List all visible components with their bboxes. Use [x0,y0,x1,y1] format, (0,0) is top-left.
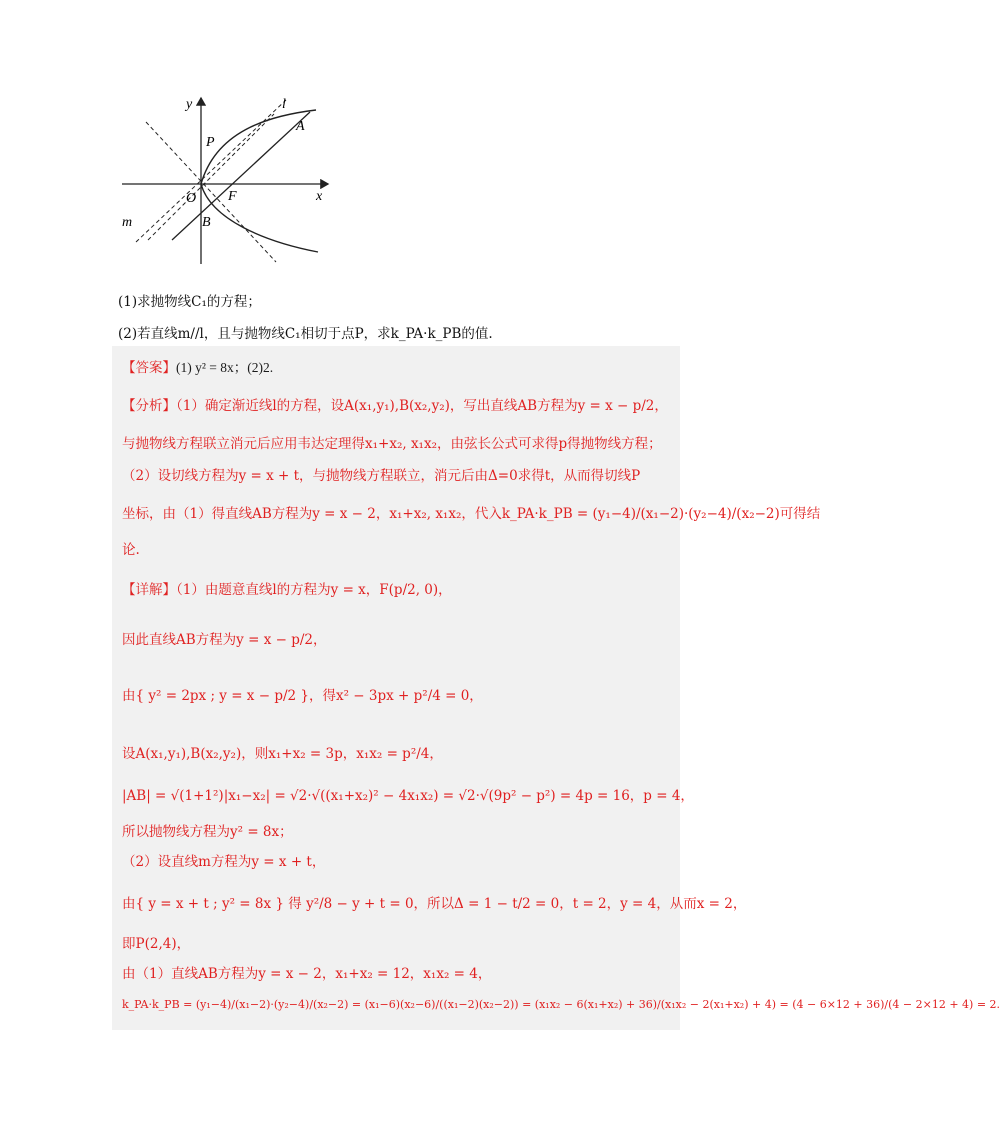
detail-line-10: 由（1）直线AB方程为y = x − 2，x₁+x₂ = 12，x₁x₂ = 4， [122,966,492,982]
dashed-line-m [148,114,274,240]
detail-row-1 [122,578,452,598]
analysis-line-5: 论. [122,542,140,558]
line-ab [172,112,310,240]
analysis-line-4: 坐标，由（1）得直线AB方程为y = x − 2，x₁+x₂, x₁x₂，代入k_PA·k_PB = (y₁−4)/(x₁−2)·(y₂−4)/(x₂−2)可得结 [122,506,821,522]
answer-row [122,356,273,376]
analysis-label: 【分析】 [122,398,176,414]
detail-line-1: （1）由题意直线l的方程为y = x，F(p/2, 0)， [176,582,452,598]
label-p: P [206,135,215,150]
label-l: l [282,97,286,112]
label-y: y [186,97,193,112]
analysis-line-1: （1）确定渐近线l的方程，设A(x₁,y₁),B(x₂,y₂)，写出直线AB方程为y = x − p/2， [176,398,668,414]
analysis-line-2: 与抛物线方程联立消元后应用韦达定理得x₁+x₂, x₁x₂，由弦长公式可求得p得抛物线方程； [122,436,662,452]
label-o: O [186,191,197,206]
detail-line-2: 因此直线AB方程为y = x − p/2， [122,632,327,648]
answer-label: 【答案】 [122,360,176,376]
question-2: (2)若直线m//l，且与抛物线C₁相切于点P，求k_PA·k_PB的值. [118,326,493,342]
analysis-line-3: （2）设切线方程为y = x + t，与抛物线方程联立，消元后由Δ=0求得t，从而得切线P [122,468,641,484]
figure-svg [116,92,342,272]
label-b: B [202,215,211,230]
detail-line-8: 由{ y = x + t ; y² = 8x } 得 y²/8 − y + t = 0，所以Δ = 1 − t/2 = 0，t = 2，y = 4，从而x = 2， [122,896,747,912]
label-x: x [316,189,323,204]
detail-line-3: 由{ y² = 2px ; y = x − p/2 }，得x² − 3px + p²/4 = 0， [122,688,483,704]
solution-panel [112,346,1000,1030]
detail-line-11: k_PA·k_PB = (y₁−4)/(x₁−2)·(y₂−4)/(x₂−2) = (x₁−6)(x₂−6)/((x₁−2)(x₂−2)) = (x₁x₂ − 6(x₁+x₂) + 36)/(x₁x₂ − 2(x₁+x₂) + 4) = (4 − 6×12 + 36)/(4 − 2×12 + 4) = 2. [122,998,1000,1011]
label-m: m [122,215,133,230]
detail-line-5: |AB| = √(1+1²)|x₁−x₂| = √2·√((x₁+x₂)² − 4x₁x₂) = √2·√(9p² − p²) = 4p = 16，p = 4， [122,788,694,804]
label-f: F [228,189,237,204]
question-1: (1)求抛物线C₁的方程； [118,294,261,310]
parabola-figure [116,92,342,272]
label-a: A [296,119,305,134]
detail-line-6: 所以抛物线方程为y² = 8x； [122,824,293,840]
answer-text: (1) y² = 8x；(2)2. [176,360,274,375]
detail-line-9: 即P(2,4)， [122,936,191,952]
analysis-row-1 [122,394,668,414]
detail-label: 【详解】 [122,582,176,598]
detail-line-7: （2）设直线m方程为y = x + t， [122,854,326,870]
detail-line-4: 设A(x₁,y₁),B(x₂,y₂)，则x₁+x₂ = 3p，x₁x₂ = p²/4， [122,746,443,762]
